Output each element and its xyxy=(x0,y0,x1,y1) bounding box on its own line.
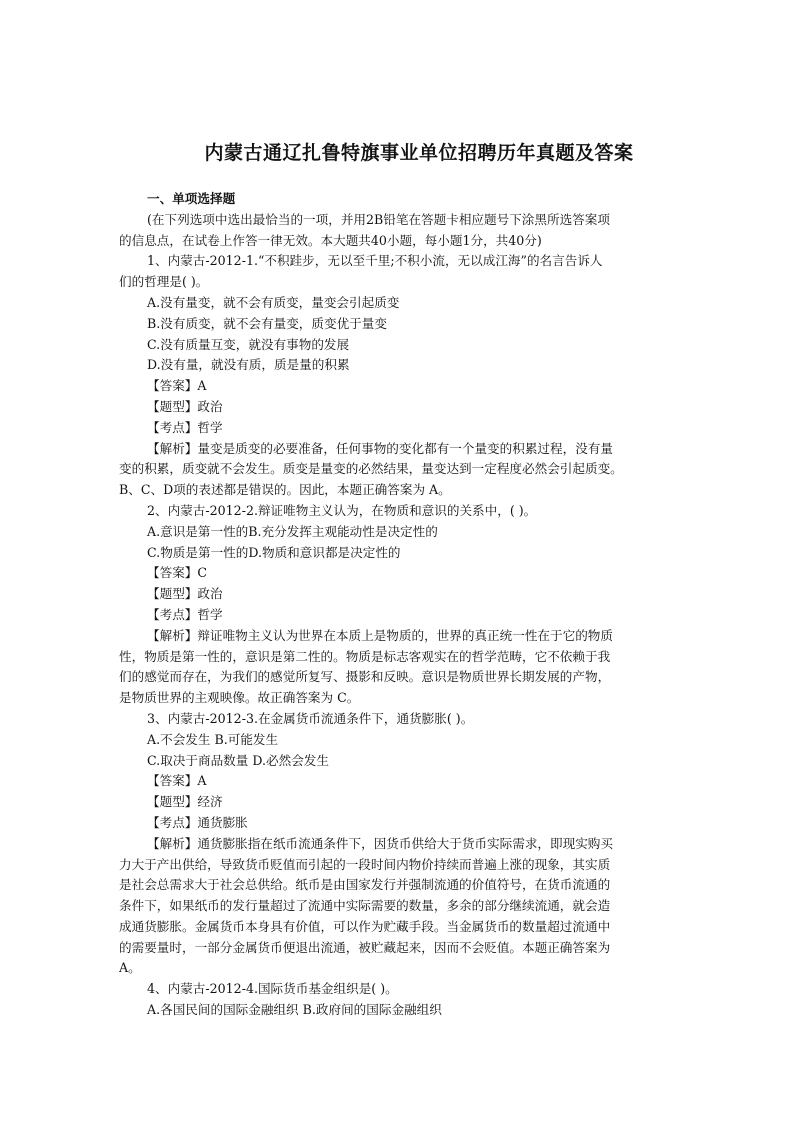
text-line: 1、内蒙古-2012-1.“不积跬步，无以至千里;不积小流，无以成江海”的名言告诉人 xyxy=(147,253,603,269)
text-line: C.物质是第一性的D.物质和意识都是决定性的 xyxy=(147,544,401,560)
text-line: 4、内蒙古-2012-4.国际货币基金组织是( )。 xyxy=(147,981,398,997)
text-line: C.取决于商品数量 D.必然会发生 xyxy=(147,752,329,768)
text-line: 【答案】C xyxy=(147,565,208,581)
text-line: B、C、D项的表述都是错误的。因此，本题正确答案为 A。 xyxy=(119,482,451,498)
text-line: 【考点】通货膨胀 xyxy=(147,814,248,830)
text-line: B.没有质变，就不会有量变，质变优于量变 xyxy=(147,315,387,331)
text-line: 3、内蒙古-2012-3.在金属货币流通条件下，通货膨胀( )。 xyxy=(147,710,474,726)
text-line: A.不会发生 B.可能发生 xyxy=(147,731,279,747)
text-line: 是物质世界的主观映像。故正确答案为 C。 xyxy=(119,690,360,706)
document-body xyxy=(119,189,679,1021)
text-line: 们的哲理是( )。 xyxy=(119,274,209,290)
text-line: 【题型】政治 xyxy=(147,586,223,602)
text-line: 们的感觉而存在，为我们的感觉所复写、摄影和反映。意识是物质世界长期发展的产物， xyxy=(119,669,611,685)
text-line: 【题型】经济 xyxy=(147,794,223,810)
text-line: 2、内蒙古-2012-2.辩证唯物主义认为，在物质和意识的关系中，( )。 xyxy=(147,502,537,518)
section-heading: 一、单项选择题 xyxy=(147,191,236,206)
text-line: 力大于产出供给，导致货币贬值而引起的一段时间内物价持续而普遍上涨的现象，其实质 xyxy=(119,856,611,872)
text-line: 【解析】量变是质变的必要准备，任何事物的变化都有一个量变的积累过程，没有量 xyxy=(147,440,613,456)
text-line: 【解析】通货膨胀指在纸币流通条件下，因货币供给大于货币实际需求，即现实购买 xyxy=(147,835,613,851)
text-line: A.意识是第一性的B.充分发挥主观能动性是决定性的 xyxy=(147,523,438,539)
text-line: (在下列选项中选出最恰当的一项，并用2B铅笔在答题卡相应题号下涂黑所选答案项 xyxy=(147,211,610,227)
text-line: A.各国民间的国际金融组织 B.政府间的国际金融组织 xyxy=(147,1002,442,1018)
text-line: 性，物质是第一性的，意识是第二性的。物质是标志客观实在的哲学范畴，它不依赖于我 xyxy=(119,648,611,664)
document-title: 内蒙古通辽扎鲁特旗事业单位招聘历年真题及答案 xyxy=(204,142,634,164)
text-line: 【考点】哲学 xyxy=(147,606,223,622)
text-line: 【考点】哲学 xyxy=(147,419,223,435)
text-line: 条件下，如果纸币的发行量超过了流通中实际需要的数量，多余的部分继续流通，就会造 xyxy=(119,898,611,914)
text-line: 【解析】辩证唯物主义认为世界在本质上是物质的，世界的真正统一性在于它的物质 xyxy=(147,627,613,643)
text-line: 【答案】A xyxy=(147,773,207,789)
text-line: 的信息点，在试卷上作答一律无效。本大题共40小题，每小题1分，共40分) xyxy=(119,232,542,248)
text-line: 是社会总需求大于社会总供给。纸币是由国家发行并强制流通的价值符号，在货币流通的 xyxy=(119,877,611,893)
text-line: 【答案】A xyxy=(147,378,207,394)
text-line: A.没有量变，就不会有质变，量变会引起质变 xyxy=(147,294,400,310)
text-line: C.没有质量互变，就没有事物的发展 xyxy=(147,336,350,352)
text-line: 成通货膨胀。金属货币本身具有价值，可以作为贮藏手段。当金属货币的数量超过流通中 xyxy=(119,918,611,934)
text-line: D.没有量，就没有质，质是量的积累 xyxy=(147,357,350,373)
text-line: 变的积累，质变就不会发生。质变是量变的必然结果，量变达到一定程度必然会引起质变。 xyxy=(119,461,623,477)
text-line: A。 xyxy=(119,960,141,976)
text-line: 【题型】政治 xyxy=(147,398,223,414)
text-line: 的需要量时，一部分金属货币便退出流通，被贮藏起来，因而不会贬值。本题正确答案为 xyxy=(119,939,611,955)
